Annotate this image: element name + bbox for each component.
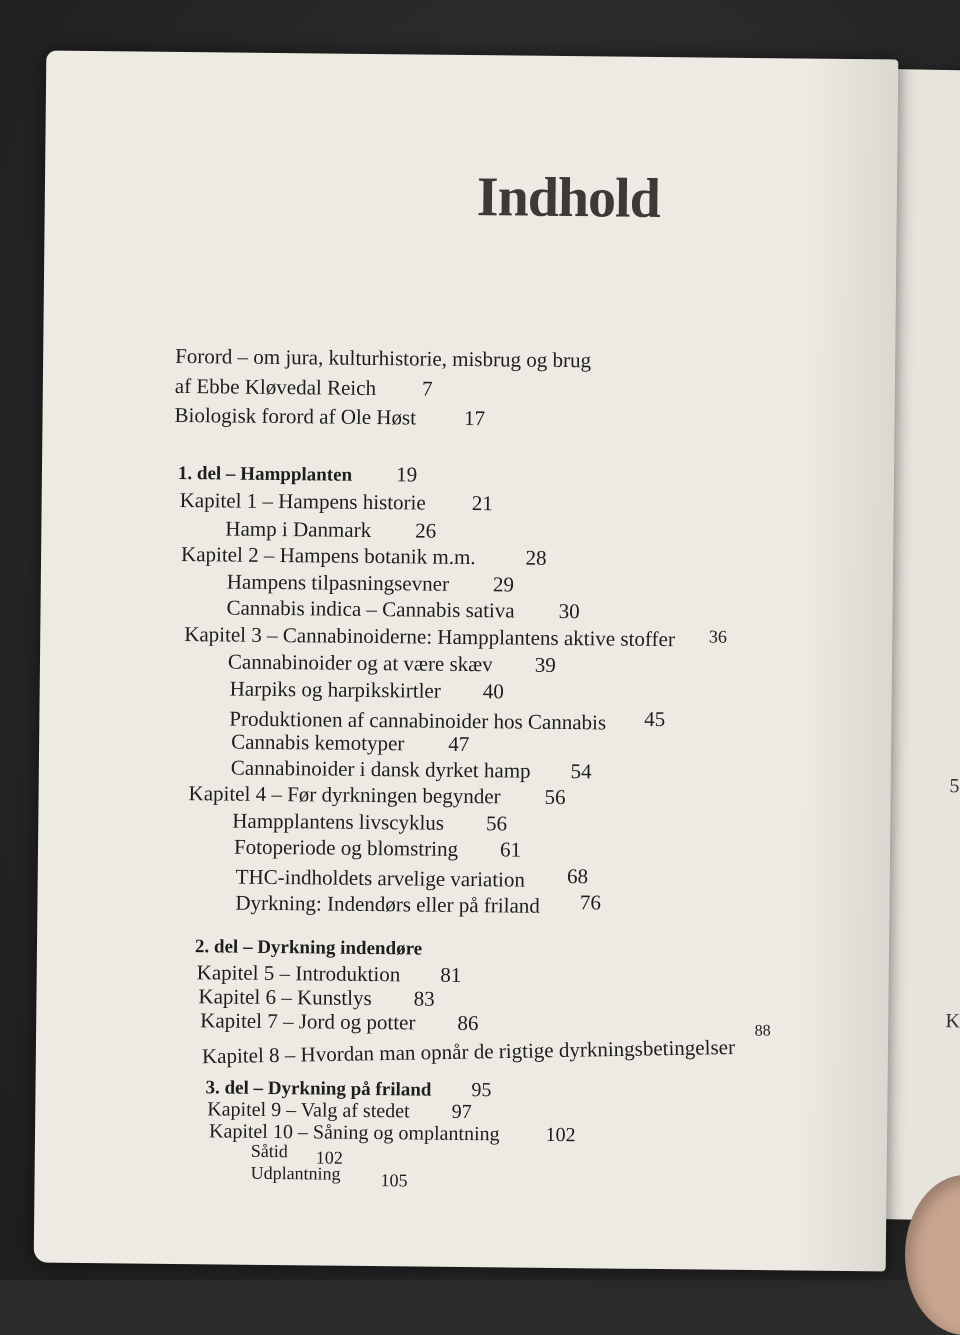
toc-entry-page: 102 [315,1147,343,1168]
toc-entry-label: Udplantning [250,1162,341,1184]
toc-entry-page: 21 [471,491,493,516]
toc-entry [231,730,469,757]
toc-entry-page: 76 [579,890,602,915]
toc-entry-page: 28 [525,545,547,570]
toc-entry [180,488,493,516]
toc-entry-label: Harpiks og harpikskirtler [229,676,441,703]
section-heading-page: 19 [396,462,418,487]
toc-entry-page: 81 [440,962,462,987]
adjacent-page-fragment: K [945,1010,960,1033]
toc-entry [232,809,507,837]
toc-entry-label: THC-indholdets arvelige variation [235,864,526,892]
toc-entry-page: 105 [380,1170,408,1191]
toc-entry-label: Cannabis indica – Cannabis sativa [226,595,515,623]
section-heading-label: 1. del – Hampplanten [177,462,353,486]
toc-entry-label: Kapitel 9 – Valg af stedet [207,1098,410,1123]
toc-entry-page: 88 [754,1022,771,1040]
toc-entry-page: 47 [448,731,470,757]
toc-entry-label: Produktionen af cannabinoider hos Cannabis [229,706,607,735]
toc-entry-label: Hamp i Danmark [225,516,372,542]
toc-entry-page: 7 [421,376,433,401]
toc-entry-page: 68 [566,864,589,889]
toc-entry [175,374,433,402]
section-heading [178,460,417,488]
toc-entry-label: Kapitel 3 – Cannabinoiderne: Hampplantens aktive stoffer [184,622,676,652]
toc-entry-page: 17 [463,405,486,431]
section-heading [195,936,422,960]
toc-entry-label: Såtid [250,1140,288,1162]
toc-entry-label: Kapitel 10 – Såning og omplantning [208,1120,500,1146]
toc-entry-page: 54 [570,759,592,784]
toc-entry-label: Forord – om jura, kulturhistorie, misbrug og brug [175,343,592,373]
toc-entry-label: Cannabinoider og at være skæv [227,649,493,677]
toc-entry [231,756,592,785]
toc-entry [225,516,436,543]
toc-entry-page: 102 [545,1123,576,1147]
toc-entry [181,542,547,571]
toc-entry-label: Cannabinoider i dansk dyrket hamp [230,755,531,783]
toc-entry [234,835,521,863]
toc-entry [227,569,514,597]
toc-entry-label: Dyrkning: Indendørs eller på friland [235,890,540,918]
toc-entry [226,595,579,624]
toc-entry-label: Kapitel 8 – Hvordan man opnår de rigtige dyrkningsbetingelser [201,1034,736,1069]
toc-entry-page: 86 [457,1010,479,1036]
toc-entry-page: 61 [499,837,522,862]
toc-entry-label: Kapitel 1 – Hampens historie [179,487,426,515]
toc-entry-page: 45 [644,706,666,732]
toc-entry [198,984,434,1011]
toc-entry-page: 30 [558,598,580,624]
page-title: Indhold [476,166,661,231]
section-heading-page: 95 [471,1079,492,1102]
toc-entry-page: 83 [413,986,435,1011]
section-heading-label: 2. del – Dyrkning indendøre [194,936,423,960]
toc-entry [230,677,504,705]
toc-entry-label: Kapitel 2 – Hampens botanik m.m. [180,542,476,570]
toc-entry [250,1163,407,1192]
toc-entry [184,621,727,653]
toc-entry-page: 36 [708,626,728,647]
toc-entry-page: 56 [485,811,508,836]
toc-entry-label: af Ebbe Kløvedal Reich [174,373,377,401]
toc-entry [188,781,565,810]
toc-entry-label: Biologisk forord af Ole Høst [174,402,417,430]
toc-entry-label: Hampplantens livscyklus [232,808,445,835]
toc-entry-page: 97 [451,1100,472,1124]
toc-entry-label: Kapitel 4 – Før dyrkningen begynder [188,781,501,809]
adjacent-page-fragment: 5 [949,775,960,798]
toc-entry-label: Cannabis kemotyper [231,729,405,756]
toc-entry-page: 56 [544,784,566,810]
toc-entry [235,887,601,920]
section-heading-label: 3. del – Dyrkning på friland [205,1077,432,1101]
toc-entry-page: 29 [492,572,515,597]
toc-entry-label: Kapitel 6 – Kunstlys [198,984,372,1011]
toc-entry-label: Hampens tilpasningsevner [226,569,450,596]
toc-entry-page: 40 [482,679,504,704]
toc-entry [228,650,556,678]
toc-entry [174,403,485,431]
toc-entry-page: 26 [415,518,437,543]
toc-entry-label: Kapitel 5 – Introduktion [196,960,401,987]
book-page [34,51,899,1272]
toc-entry-label: Fotoperiode og blomstring [233,834,459,861]
toc-entry-label: Kapitel 7 – Jord og potter [200,1008,416,1035]
toc-entry-page: 39 [534,652,556,677]
toc-entry [175,344,591,373]
